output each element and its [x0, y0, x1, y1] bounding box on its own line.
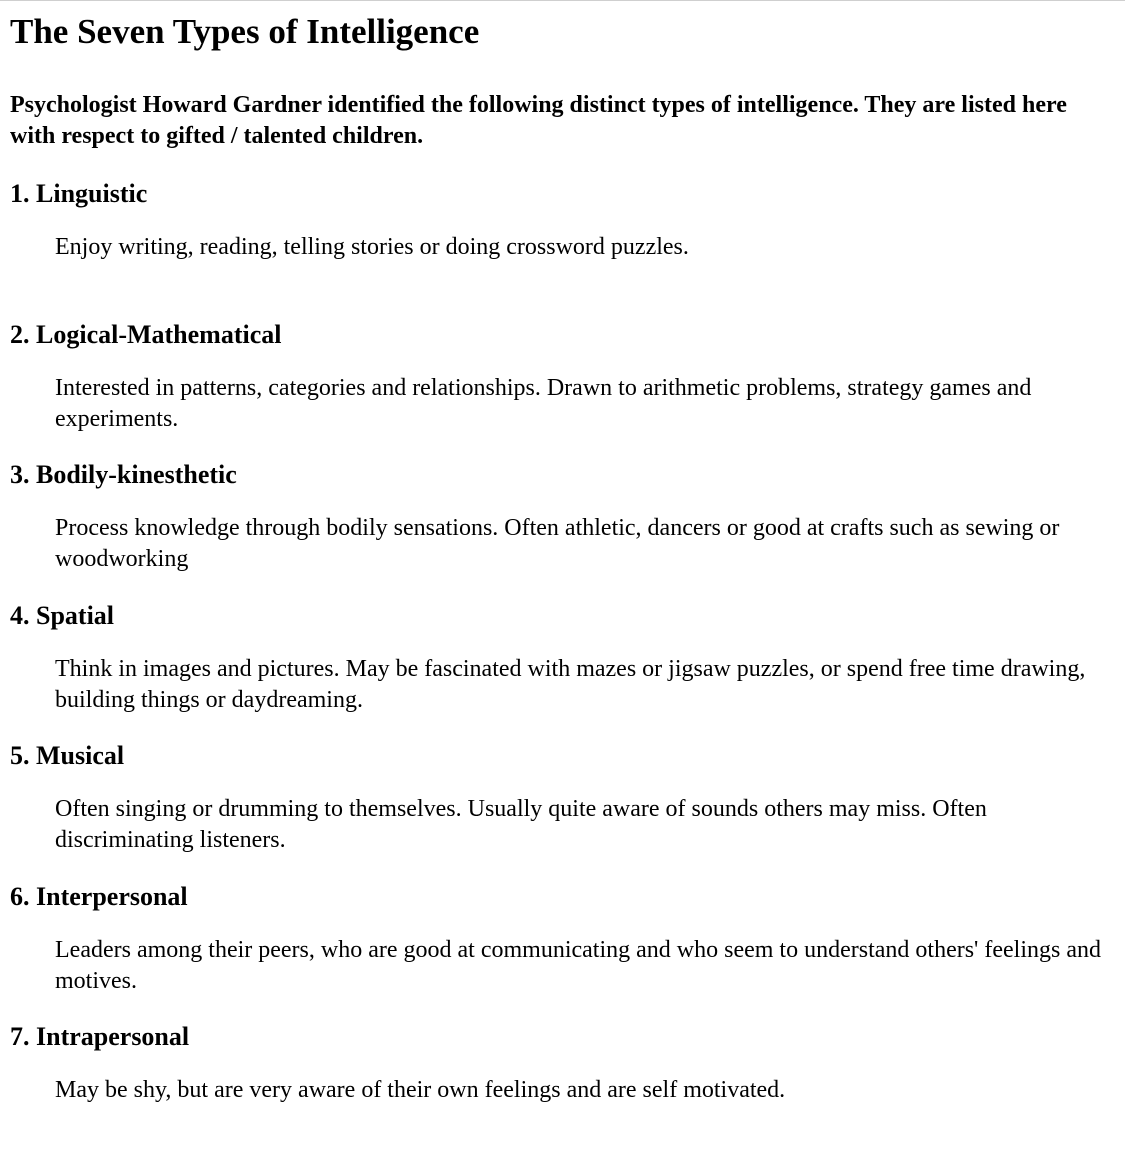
section-heading: 6. Interpersonal	[10, 881, 188, 911]
intelligence-interpersonal	[10, 879, 1110, 1020]
section-heading: 2. Logical-Mathematical	[10, 319, 282, 349]
intelligence-logical-mathematical	[10, 317, 1110, 458]
section-description: Process knowledge through bodily sensations. Often athletic, dancers or good at crafts such as sewing or woodworking	[55, 515, 1060, 572]
intro-paragraph: Psychologist Howard Gardner identified the following distinct types of intelligence. They are listed here with respect to gifted / talented children.	[10, 92, 1067, 149]
section-description: Think in images and pictures. May be fascinated with mazes or jigsaw puzzles, or spend free time drawing, building things or daydreaming.	[55, 655, 1086, 713]
intelligence-bodily-kinesthetic	[10, 457, 1110, 598]
section-description: Interested in patterns, categories and relationships. Drawn to arithmetic problems, strategy games and experiments.	[55, 374, 1032, 432]
page-title: The Seven Types of Intelligence	[10, 12, 480, 51]
intelligence-intrapersonal	[10, 1019, 1110, 1160]
section-heading: 7. Intrapersonal	[10, 1022, 190, 1051]
section-description: Often singing or drumming to themselves. Usually quite aware of sounds others may miss. Often discriminating listeners.	[55, 796, 987, 853]
section-heading: 5. Musical	[10, 741, 125, 770]
section-heading: 1. Linguistic	[10, 179, 148, 208]
intelligence-spatial	[10, 598, 1110, 739]
intelligence-list	[10, 176, 1110, 1160]
section-description: Leaders among their peers, who are good at communicating and who seem to understand others' feelings and motives.	[55, 936, 1102, 994]
section-heading: 3. Bodily-kinesthetic	[10, 460, 237, 489]
section-description: Enjoy writing, reading, telling stories or doing crossword puzzles.	[55, 234, 689, 260]
section-heading: 4. Spatial	[10, 600, 115, 630]
section-description: May be shy, but are very aware of their own feelings and are self motivated.	[55, 1077, 786, 1103]
intelligence-linguistic	[10, 176, 1110, 317]
top-divider	[0, 0, 1125, 1]
intelligence-musical	[10, 738, 1110, 879]
